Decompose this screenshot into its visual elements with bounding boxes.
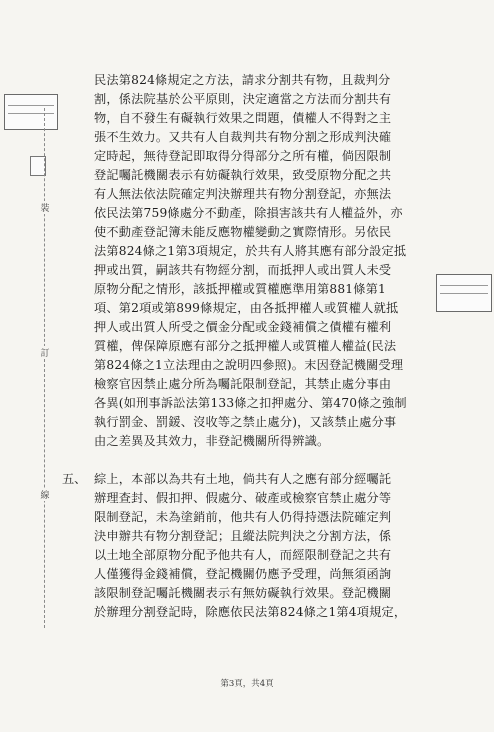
paragraph-line: 張不生效力。又共有人自裁判共有物分割之形成判決確 xyxy=(94,130,392,144)
paragraph-line: 質權，俾保障原應有部分之抵押權人或質權人權益(民法 xyxy=(94,339,397,353)
page-number: 第3頁，共4頁 xyxy=(220,679,274,689)
paragraph-line: 綜上，本部以為共有土地，倘共有人之應有部分經囑託 xyxy=(94,472,392,486)
paragraph-line: 於辦理分割登記時，除應依民法第824條之1第4項規定， xyxy=(94,605,407,619)
binding-line xyxy=(44,108,45,628)
right-seal-stamp xyxy=(436,274,492,312)
paragraph-line: 割，係法院基於公平原則，決定適當之方法而分割共有 xyxy=(94,92,392,106)
paragraph-line: 執行罰金、罰鍰、沒收等之禁止處分)，又該禁止處分事 xyxy=(94,415,397,429)
paragraph-line: 原物分配之情形，該抵押權或質權應準用第881條第1 xyxy=(94,282,386,296)
paragraph-line: 各異(如刑事訴訟法第133條之扣押處分、第470條之強制 xyxy=(94,396,407,410)
paragraph-line: 該限制登記囑託機關表示有無妨礙執行效果。登記機關 xyxy=(94,586,392,600)
paragraph-line: 定時起，無待登記即取得分得部分之所有權，倘因限制 xyxy=(94,149,392,163)
paragraph-line xyxy=(78,451,438,470)
paragraph-line: 有人無法依法院確定判決辦理共有物分割登記，亦無法 xyxy=(94,187,392,201)
binding-mark-ding: 訂 xyxy=(38,346,52,359)
paragraph-line: 項、第2項或第899條規定，由各抵押權人或質權人就抵 xyxy=(94,301,399,315)
section-five-body xyxy=(78,470,438,641)
paragraph-line: 由之差異及其效力，非登記機關所得辨識。 xyxy=(94,434,330,448)
paragraph-line: 押或出質，嗣該共有物經分割，而抵押人或出質人未受 xyxy=(94,263,392,277)
section-number: 五、 xyxy=(62,472,87,486)
binding-mark-xian: 線 xyxy=(38,488,52,501)
paragraph-line: 辦理查封、假扣押、假處分、破產或檢察官禁止處分等 xyxy=(94,491,392,505)
paragraph-line: 民法第824條規定之方法，請求分割共有物，且裁判分 xyxy=(94,73,391,87)
document-body xyxy=(78,71,438,470)
paragraph-line: 物，自不發生有礙執行效果之問題，債權人不得對之主 xyxy=(94,111,392,125)
paragraph-line: 依民法第759條處分不動產，除損害該共有人權益外，亦 xyxy=(94,206,403,220)
paragraph-line: 檢察官因禁止處分所為囑託限制登記，其禁止處分事由 xyxy=(94,377,392,391)
paragraph-line: 第824條之1立法理由之說明四參照)。末因登記機關受理 xyxy=(94,358,404,372)
paragraph-line: 使不動產登記簿未能反應物權變動之實際情形。另依民 xyxy=(94,225,392,239)
paragraph-line: 法第824條之1第3項規定，於共有人將其應有部分設定抵 xyxy=(94,244,407,258)
paragraph-line xyxy=(78,622,438,641)
paragraph-line: 以土地全部原物分配予他共有人，而經限制登記之共有 xyxy=(94,548,392,562)
paragraph-line: 押人或出質人所受之價金分配或金錢補償之債權有權利 xyxy=(94,320,392,334)
paragraph-line: 決申辦共有物分割登記；且縱法院判決之分割方法，係 xyxy=(94,529,392,543)
paragraph-line: 限制登記，未為塗銷前，他共有人仍得持憑法院確定判 xyxy=(94,510,392,524)
binding-mark-zhuang: 裝 xyxy=(38,201,52,214)
left-seal-stamp xyxy=(4,94,58,130)
paragraph-line: 人僅獲得金錢補償，登記機關仍應予受理，尚無須函詢 xyxy=(94,567,392,581)
paragraph-line: 登記囑託機關表示有妨礙執行效果，致受原物分配之共 xyxy=(94,168,392,182)
